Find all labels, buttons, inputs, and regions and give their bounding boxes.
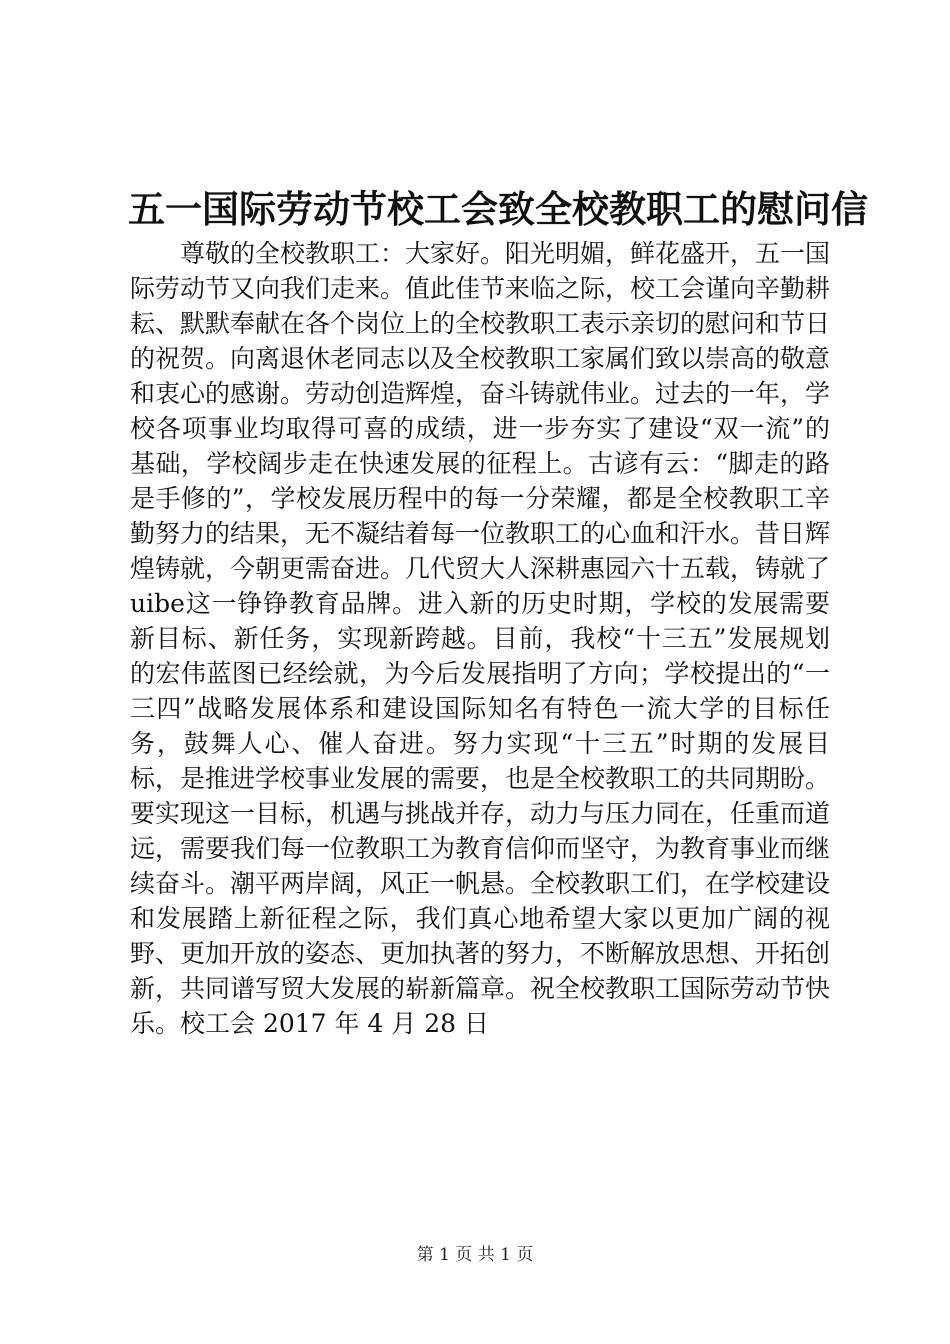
page-footer: 第 1 页 共 1 页 [416, 1245, 534, 1265]
document-title: 五一国际劳动节校工会致全校教职工的慰问信 [128, 187, 868, 231]
letter-body: 尊敬的全校教职工：大家好。阳光明媚，鲜花盛开，五一国际劳动节又向我们走来。值此佳节来临之际，校工会谨向辛勤耕耘、默默奉献在各个岗位上的全校教职工表示亲切的慰问和节日的祝贺。向离退休老同志以及全校教职工家属们致以崇高的敬意和衷心的感谢。劳动创造辉煌，奋斗铸就伟业。过去的一年，学校各项事业均取得可喜的成绩，进一步夯实了建设“双一流”的基础，学校阔步走在快速发展的征程上。古谚有云：“脚走的路是手修的”，学校发展历程中的每一分荣耀，都是全校教职工辛勤努力的结果，无不凝结着每一位教职工的心血和汗水。昔日辉煌铸就，今朝更需奋进。几代贸大人深耕惠园六十五载，铸就了uibe这一铮铮教育品牌。进入新的历史时期，学校的发展需要新目标、新任务，实现新跨越。目前，我校“十三五”发展规划的宏伟蓝图已经绘就，为今后发展指明了方向；学校提出的“一三四”战略发展体系和建设国际知名有特色一流大学的目标任务，鼓舞人心、催人奋进。努力实现“十三五”时期的发展目标，是推进学校事业发展的需要，也是全校教职工的共同期盼。要实现这一目标，机遇与挑战并存，动力与压力同在，任重而道远，需要我们每一位教职工为教育信仰而坚守，为教育事业而继续奋斗。潮平两岸阔，风正一帆悬。全校教职工们，在学校建设和发展踏上新征程之际，我们真心地希望大家以更加广阔的视野、更加开放的姿态、更加执著的努力，不断解放思想、开拓创新，共同谱写贸大发展的崭新篇章。祝全校教职工国际劳动节快乐。校工会 2017 年 4 月 28 日 [130, 239, 831, 1038]
